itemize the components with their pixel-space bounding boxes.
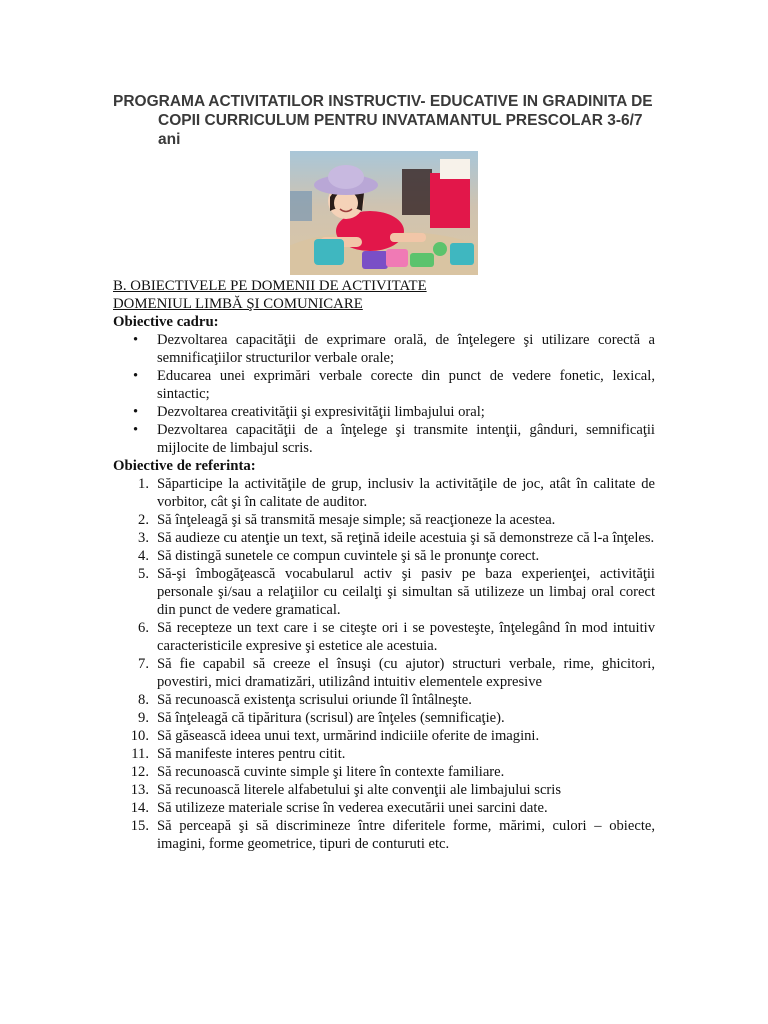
reference-objective-text: Să perceapă şi să discrimineze între diferitele forme, mărimi, culori – obiecte, imagini, forme geometrice, tipuri de conturuti etc.: [157, 818, 655, 852]
item-number: 4.: [138, 548, 149, 564]
framework-objectives-list: [113, 331, 655, 457]
reference-objective-text: Să distingă sunetele ce compun cuvintele şi să le pronunţe corect.: [157, 548, 540, 564]
framework-objective-item: [113, 367, 655, 403]
reference-objective-item: [113, 619, 655, 655]
reference-objective-item: [113, 727, 655, 745]
reference-objective-item: [113, 817, 655, 853]
framework-objective-text: Dezvoltarea capacităţii de exprimare orală, de înţelegere şi utilizare corectă a semnificaţiilor structurilor verbale orale;: [157, 332, 655, 366]
reference-objective-item: [113, 565, 655, 619]
reference-objective-item: [113, 529, 655, 547]
framework-objective-item: [113, 331, 655, 367]
reference-objective-text: Să recunoască cuvinte simple şi litere în contexte familiare.: [157, 764, 505, 780]
reference-objective-item: [113, 691, 655, 709]
reference-objective-text: Să fie capabil să creeze el însuşi (cu ajutor) structuri verbale, rime, ghicitori, povestiri, mici dramatizări, utilizând intuitiv elementele expresive: [157, 656, 655, 690]
item-number: 7.: [138, 656, 149, 672]
reference-objective-text: Să recepteze un text care i se citeşte ori i se povesteşte, înţelegând în mod intuitiv caracteristicile expresive şi estetice ale acestuia.: [157, 620, 655, 654]
reference-objective-item: [113, 475, 655, 511]
item-number: 2.: [138, 512, 149, 528]
section-heading: B. OBIECTIVELE PE DOMENII DE ACTIVITATE: [113, 278, 427, 294]
reference-objectives-heading: Obiective de referinta:: [113, 458, 256, 474]
reference-objective-item: [113, 799, 655, 817]
framework-objective-text: Dezvoltarea creativităţii şi expresivităţii limbajului oral;: [157, 404, 485, 420]
item-number: 14.: [130, 800, 149, 816]
item-number: 3.: [138, 530, 149, 546]
reference-objective-item: [113, 511, 655, 529]
framework-objective-item: [113, 403, 655, 421]
item-number: 5.: [138, 566, 149, 582]
bullet-icon: •: [133, 404, 139, 420]
reference-objective-text: Să recunoască literele alfabetului şi alte convenţii ale limbajului scris: [157, 782, 562, 798]
reference-objective-item: [113, 655, 655, 691]
bullet-icon: •: [133, 332, 139, 348]
bullet-icon: •: [133, 422, 139, 438]
reference-objective-text: Să audieze cu atenţie un text, să reţină ideile acestuia şi să demonstreze că l-a înţeles.: [157, 530, 655, 546]
item-number: 9.: [138, 710, 149, 726]
item-number: 1.: [138, 476, 149, 492]
item-number: 11.: [131, 746, 149, 762]
framework-objective-text: Dezvoltarea capacităţii de a înţelege şi transmite intenţii, gânduri, semnificaţii mijlocite de limbajul scris.: [157, 422, 655, 456]
child-playing-photo: [290, 151, 478, 275]
item-number: 13.: [130, 782, 149, 798]
reference-objective-item: [113, 745, 655, 763]
reference-objective-text: Să recunoască existenţa scrisului oriunde îl întâlneşte.: [157, 692, 472, 708]
reference-objective-text: Să înţeleagă că tipăritura (scrisul) are înţeles (semnificaţie).: [157, 710, 505, 726]
item-number: 6.: [138, 620, 149, 636]
reference-objective-text: Să găsească ideea unui text, urmărind indiciile oferite de imagini.: [157, 728, 540, 744]
reference-objective-item: [113, 781, 655, 799]
item-number: 10.: [130, 728, 149, 744]
reference-objective-item: [113, 763, 655, 781]
item-number: 12.: [130, 764, 149, 780]
item-number: 15.: [130, 818, 149, 834]
reference-objective-text: Să înţeleagă şi să transmită mesaje simple; să reacţioneze la acestea.: [157, 512, 556, 528]
reference-objective-item: [113, 547, 655, 565]
item-number: 8.: [138, 692, 149, 708]
document-page: [113, 92, 655, 853]
framework-objective-text: Educarea unei exprimări verbale corecte din punct de vedere fonetic, lexical, sintactic;: [157, 368, 655, 402]
reference-objectives-list: [113, 475, 655, 853]
bullet-icon: •: [133, 368, 139, 384]
framework-objectives-heading: Obiective cadru:: [113, 314, 219, 330]
reference-objective-text: Să-şi îmbogăţească vocabularul activ şi pasiv pe baza experienţei, activităţii personale şi/sau a relaţiilor cu ceilalţi şi simultan să utilizeze un limbaj oral corect din punct de vedere gramatical.: [157, 566, 655, 618]
reference-objective-text: Să manifeste interes pentru citit.: [157, 746, 346, 762]
domain-heading: DOMENIUL LIMBĂ ŞI COMUNICARE: [113, 296, 363, 312]
document-title: PROGRAMA ACTIVITATILOR INSTRUCTIV- EDUCATIVE IN GRADINITA DE COPII CURRICULUM PENTRU INVATAMANTUL PRESCOLAR 3-6/7 ani: [113, 93, 653, 148]
reference-objective-text: Să utilizeze materiale scrise în vederea executării unei sarcini date.: [157, 800, 548, 816]
reference-objective-item: [113, 709, 655, 727]
framework-objective-item: [113, 421, 655, 457]
reference-objective-text: Săparticipe la activităţile de grup, inclusiv la activităţile de joc, atât în calitate de vorbitor, cât şi în calitate de auditor.: [157, 476, 655, 510]
